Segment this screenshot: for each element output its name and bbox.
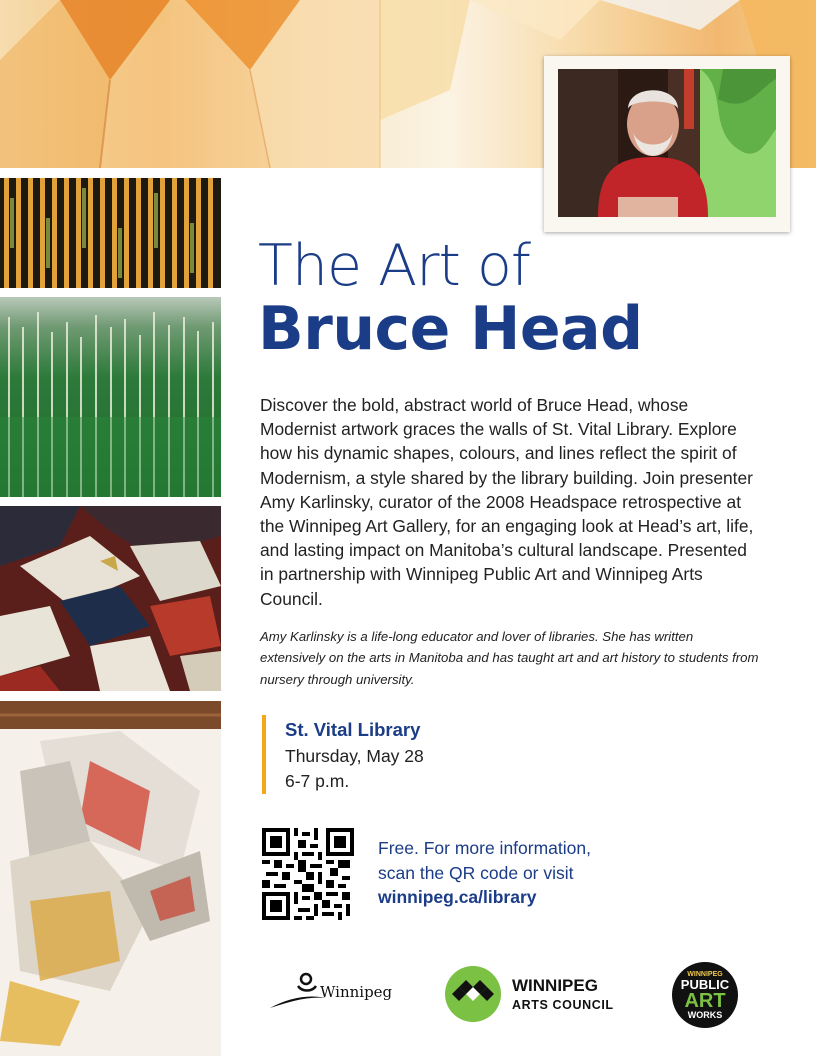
info-text bbox=[378, 836, 591, 910]
artist-photo bbox=[558, 69, 776, 217]
winnipeg-arts-council-logo[interactable] bbox=[444, 964, 624, 1024]
info-line-1: Free. For more information, bbox=[378, 838, 591, 858]
public-art-works-logo[interactable] bbox=[672, 962, 738, 1028]
public-art-line-1: WINNIPEG bbox=[687, 971, 723, 978]
event-venue: St. Vital Library bbox=[285, 719, 421, 740]
winnipeg-city-logo-text: Winnipeg bbox=[320, 983, 393, 1001]
artwork-abstract-shapes bbox=[0, 506, 221, 691]
arts-council-line-1: WINNIPEG bbox=[512, 976, 598, 995]
public-art-line-4: WORKS bbox=[687, 1010, 723, 1020]
public-art-line-2: PUBLIC bbox=[680, 977, 730, 992]
artist-photo-card bbox=[544, 56, 790, 232]
public-art-line-3: ART bbox=[684, 990, 726, 1012]
arts-council-line-2: ARTS COUNCIL bbox=[512, 998, 614, 1012]
artwork-green-forest bbox=[0, 297, 221, 497]
qr-code-icon[interactable] bbox=[262, 828, 354, 920]
artwork-sculpture bbox=[0, 701, 221, 1056]
event-time: 6-7 p.m. bbox=[285, 771, 350, 791]
info-line-2: scan the QR code or visit bbox=[378, 862, 574, 883]
presenter-bio: Amy Karlinsky is a life-long educator and lover of libraries. She has written extensively on the arts in Manitoba and has taught art and art history to students from nursery through university. bbox=[260, 629, 759, 687]
title-line-2: Bruce Head bbox=[258, 294, 643, 364]
event-details bbox=[262, 715, 424, 794]
event-description: Discover the bold, abstract world of Bruce Head, whose Modernist artwork graces the walls of St. Vital Library. Explore how his dynamic shapes, colours, and lines reflect the spirit of Modernism, a style shared by the library building. Join presenter Amy Karlinsky, curator of the 2008 Headspace retrospective at the Winnipeg Art Gallery, for an engaging look at Head’s art, life, and lasting impact on Manitoba’s cultural landscape. Presented in partnership with Winnipeg Public Art and Winnipeg Arts Council. bbox=[260, 395, 754, 609]
info-url-link[interactable]: winnipeg.ca/library bbox=[378, 887, 537, 907]
winnipeg-city-logo[interactable] bbox=[268, 968, 394, 1014]
title-line-1: The Art of bbox=[258, 233, 530, 299]
event-date: Thursday, May 28 bbox=[285, 746, 424, 766]
artwork-stripes bbox=[0, 178, 221, 288]
